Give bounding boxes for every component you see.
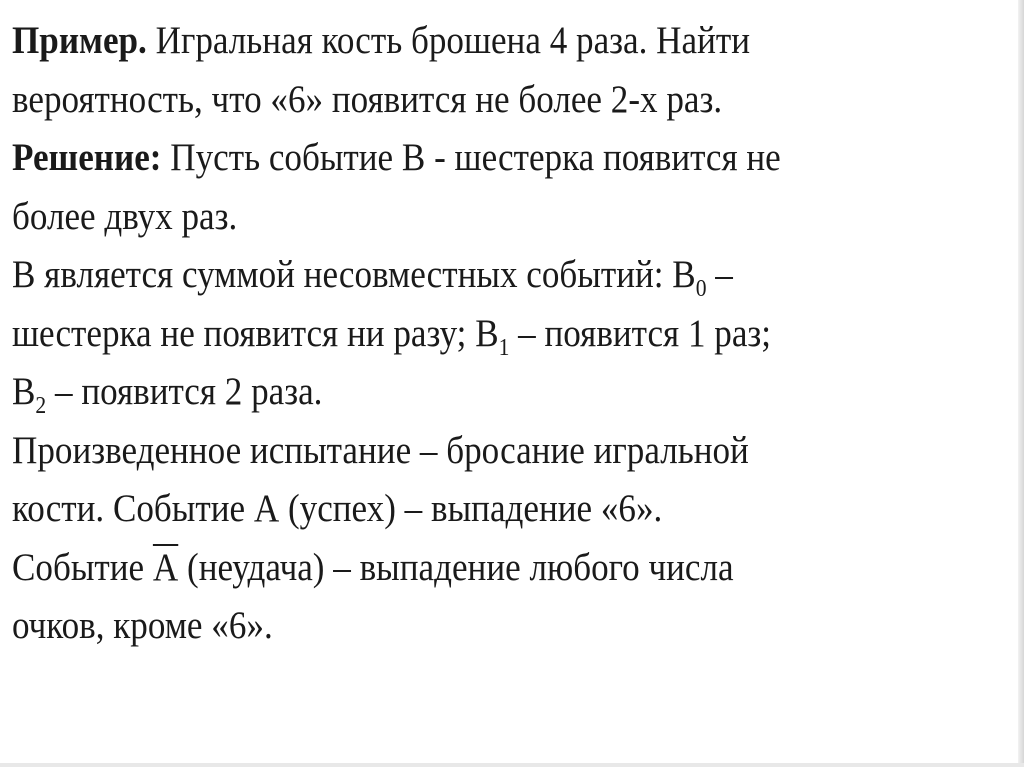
- sum-text-3-start: В: [12, 370, 36, 413]
- sum-text-2-end: – появится 1 раз;: [509, 311, 772, 355]
- example-line-1: [12, 12, 916, 71]
- subscript-0: 0: [695, 276, 707, 302]
- trial-line-2: кости. Событие А (успех) – выпадение «6».: [12, 487, 663, 530]
- sum-line-1: [12, 246, 916, 305]
- failure-text: (неудача) – выпадение любого числа: [178, 545, 734, 589]
- slide-text: [12, 12, 916, 656]
- solution-line-2: более двух раз.: [12, 194, 238, 238]
- example-text: Игральная кость брошена 4 раза. Найти: [146, 19, 750, 62]
- sum-text-1: В является суммой несовместных событий: В: [12, 253, 696, 296]
- failure-line-1: [12, 539, 916, 598]
- slide-bottom-edge: [0, 763, 1024, 767]
- sum-line-2: [12, 305, 916, 364]
- example-line-2: вероятность, что «6» появится не более 2-х раз.: [12, 77, 723, 121]
- trial-line-1: Произведенное испытание – бросание игральной: [12, 428, 749, 472]
- example-label: Пример.: [12, 19, 147, 62]
- sum-text-3: – появится 2 раза.: [46, 370, 323, 413]
- slide-right-edge: [1018, 0, 1024, 767]
- subscript-2: 2: [35, 393, 47, 419]
- sum-text-1-end: –: [706, 253, 733, 296]
- solution-text: Пусть событие В - шестерка появится не: [161, 136, 781, 179]
- a-bar-symbol: А: [152, 545, 179, 589]
- solution-label: Решение:: [12, 136, 162, 179]
- subscript-1: 1: [498, 334, 510, 361]
- failure-text-start: Событие: [12, 545, 153, 589]
- failure-line-2: очков, кроме «6».: [12, 604, 273, 647]
- sum-line-3: [12, 363, 916, 422]
- sum-text-2: шестерка не появится ни разу; В: [12, 311, 499, 355]
- solution-line-1: [12, 129, 916, 188]
